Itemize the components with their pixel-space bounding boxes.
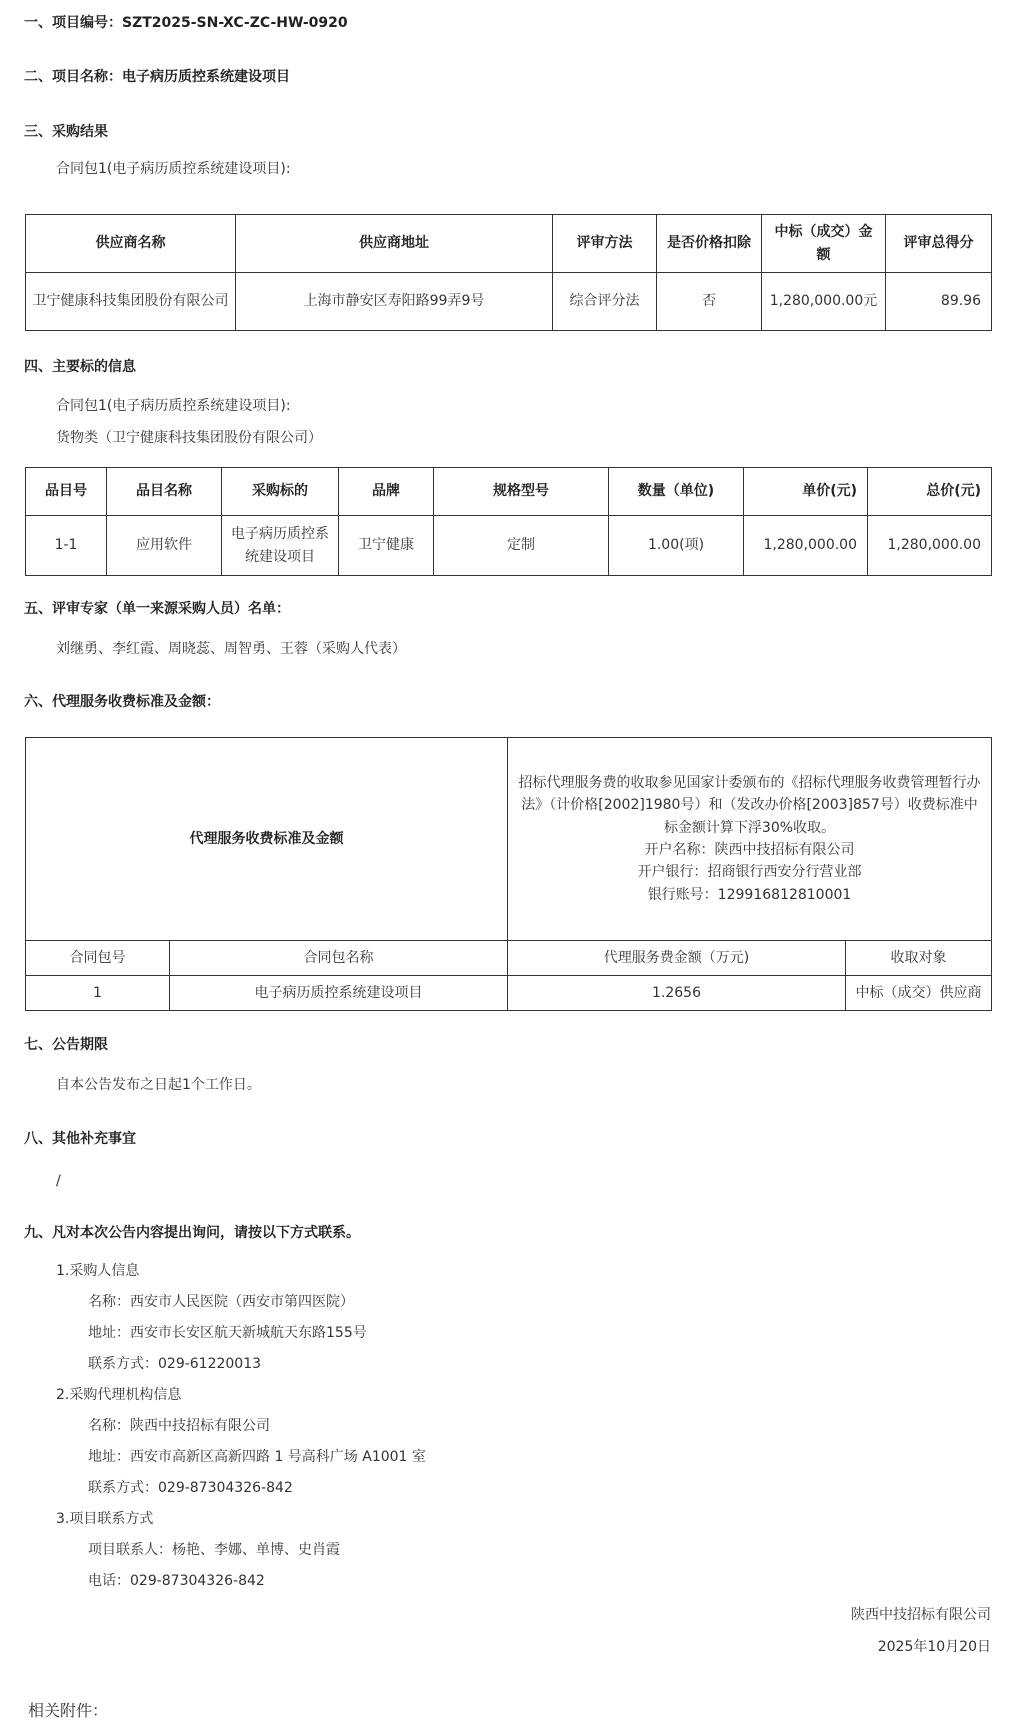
item-brand: 卫宁健康 — [339, 516, 434, 576]
table-row — [26, 516, 992, 576]
expert-names: 刘继勇、李红霞、周晓蕊、周智勇、王蓉（采购人代表） — [56, 641, 406, 657]
section-5-heading: 五、评审专家（单一来源采购人员）名单： — [24, 601, 290, 617]
header-cell: 单价(元) — [744, 468, 868, 516]
fee-standard-row — [26, 738, 992, 941]
section-6-heading: 六、代理服务收费标准及金额： — [24, 694, 220, 710]
header-cell: 规格型号 — [434, 468, 609, 516]
section-1-heading: 一、项目编号：SZT2025-SN-XC-ZC-HW-0920 — [24, 15, 348, 31]
agency-name: 名称：陕西中技招标有限公司 — [88, 1418, 270, 1434]
header-cell: 供应商地址 — [236, 215, 553, 273]
project-contact-people: 项目联系人：杨艳、李娜、单博、史肖霞 — [88, 1542, 340, 1558]
price-deduction: 否 — [657, 273, 762, 331]
item-total-price: 1,280,000.00 — [868, 516, 992, 576]
table-row — [26, 273, 992, 331]
section-9-heading: 九、凡对本次公告内容提出询问，请按以下方式联系。 — [24, 1225, 360, 1241]
agency-fee-amount: 1.2656 — [508, 976, 846, 1011]
header-cell: 品牌 — [339, 468, 434, 516]
review-method: 综合评分法 — [553, 273, 657, 331]
main-items-table — [25, 467, 992, 576]
fee-standard-label: 代理服务收费标准及金额 — [26, 738, 508, 941]
bank-name: 开户银行：招商银行西安分行营业部 — [637, 864, 862, 881]
project-contact-phone: 电话：029-87304326-842 — [88, 1573, 265, 1589]
notice-period-text: 自本公告发布之日起1个工作日。 — [56, 1077, 261, 1093]
section-7-heading: 七、公告期限 — [24, 1037, 108, 1053]
contract-package-number: 1 — [26, 976, 170, 1011]
item-subject: 电子病历质控系统建设项目 — [222, 516, 339, 576]
header-cell: 评审总得分 — [886, 215, 992, 273]
item-quantity: 1.00(项) — [609, 516, 744, 576]
purchaser-name: 名称：西安市人民医院（西安市第四医院） — [88, 1294, 354, 1310]
table-header-row — [26, 468, 992, 516]
supplier-name: 卫宁健康科技集团股份有限公司 — [26, 273, 236, 331]
header-cell: 品目名称 — [107, 468, 222, 516]
fee-description-line: 招标代理服务费的收取参见国家计委颁布的《招标代理服务收费管理暂行办 — [518, 774, 981, 791]
s4-category-label: 货物类（卫宁健康科技集团股份有限公司） — [56, 430, 322, 446]
purchaser-info-title: 1.采购人信息 — [56, 1263, 140, 1279]
agency-address: 地址：西安市高新区高新四路 1 号高科广场 A1001 室 — [88, 1449, 426, 1465]
header-cell: 中标（成交）金额 — [762, 215, 886, 273]
contract-package-name: 电子病历质控系统建设项目 — [170, 976, 508, 1011]
footer-company: 陕西中技招标有限公司 — [851, 1607, 991, 1623]
header-cell: 是否价格扣除 — [657, 215, 762, 273]
section-8-heading: 八、其他补充事宜 — [24, 1131, 136, 1147]
header-cell: 合同包名称 — [170, 941, 508, 976]
header-cell: 代理服务费金额（万元) — [508, 941, 846, 976]
section-2-heading: 二、项目名称：电子病历质控系统建设项目 — [24, 69, 290, 85]
header-cell: 评审方法 — [553, 215, 657, 273]
account-name: 开户名称：陕西中技招标有限公司 — [644, 842, 855, 858]
fee-standard-detail — [508, 738, 992, 941]
s3-package-label: 合同包1(电子病历质控系统建设项目): — [56, 161, 291, 177]
header-cell: 合同包号 — [26, 941, 170, 976]
header-cell: 收取对象 — [846, 941, 992, 976]
section-4-heading: 四、主要标的信息 — [24, 359, 136, 375]
s4-package-label: 合同包1(电子病历质控系统建设项目): — [56, 398, 291, 414]
project-contact-title: 3.项目联系方式 — [56, 1511, 154, 1527]
account-number: 银行账号：129916812810001 — [647, 886, 852, 903]
item-spec: 定制 — [434, 516, 609, 576]
item-name: 应用软件 — [107, 516, 222, 576]
item-unit-price: 1,280,000.00 — [744, 516, 868, 576]
section-3-heading: 三、采购结果 — [24, 124, 108, 140]
fee-description-line: 法》（计价格[2002]1980号）和（发改办价格[2003]857号）收费标准中 — [521, 797, 978, 814]
award-amount: 1,280,000.00元 — [762, 273, 886, 331]
total-score: 89.96 — [886, 273, 992, 331]
header-cell: 总价(元) — [868, 468, 992, 516]
purchaser-contact: 联系方式：029-61220013 — [88, 1356, 262, 1372]
fee-description-line: 标金额计算下浮30%收取。 — [663, 819, 836, 836]
agency-info-title: 2.采购代理机构信息 — [56, 1387, 182, 1403]
fee-payer: 中标（成交）供应商 — [846, 976, 992, 1011]
header-cell: 供应商名称 — [26, 215, 236, 273]
header-cell: 采购标的 — [222, 468, 339, 516]
item-number: 1-1 — [26, 516, 107, 576]
header-cell: 数量（单位) — [609, 468, 744, 516]
attachments-label: 相关附件： — [28, 1701, 109, 1720]
purchaser-address: 地址：西安市长安区航天新城航天东路155号 — [88, 1325, 367, 1341]
procurement-result-table — [25, 214, 992, 331]
table-row — [26, 976, 992, 1011]
agency-contact: 联系方式：029-87304326-842 — [88, 1480, 293, 1496]
agency-fee-table — [25, 737, 992, 1011]
footer-date: 2025年10月20日 — [877, 1639, 991, 1655]
other-matters-text: / — [56, 1173, 61, 1189]
table-header-row — [26, 941, 992, 976]
table-header-row — [26, 215, 992, 273]
header-cell: 品目号 — [26, 468, 107, 516]
supplier-address: 上海市静安区寿阳路99弄9号 — [236, 273, 553, 331]
